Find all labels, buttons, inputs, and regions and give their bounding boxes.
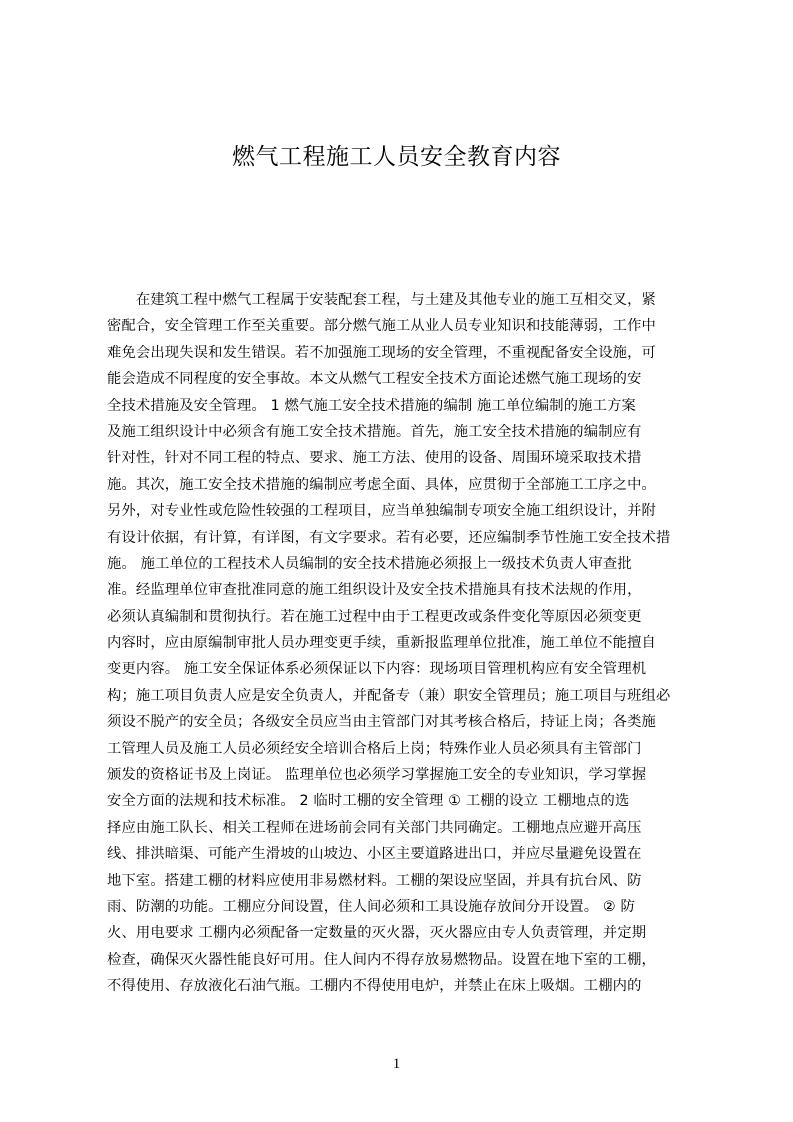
text-line: 难免会出现失误和发生错误。若不加强施工现场的安全管理，不重视配备安全设施，可 — [107, 344, 656, 361]
text-line: 及施工组织设计中必须含有施工安全技术措施。首先，施工安全技术措施的编制应有 — [107, 423, 642, 440]
text-line: 在建筑工程中燃气工程属于安装配套工程，与土建及其他专业的施工互相交叉，紧 — [107, 292, 656, 308]
text-line: 能会造成不同程度的安全事故。本文从燃气工程安全技术方面论述燃气施工现场的安 — [107, 371, 642, 388]
text-line: 线、排洪暗渠、可能产生滑坡的山坡边、小区主要道路进出口，并应尽量避免设置在 — [107, 846, 642, 863]
page-number: 1 — [392, 1056, 401, 1072]
text-line: 必须认真编制和贯彻执行。若在施工过程中由于工程更改或条件变化等原因必须变更 — [107, 608, 642, 625]
text-line: 构；施工项目负责人应是安全负责人，并配备专（兼）职安全管理员；施工项目与班组必 — [107, 687, 671, 704]
text-line: 安全方面的法规和技术标准。 2 临时工棚的安全管理 ① 工棚的设立 工棚地点的选 — [107, 793, 630, 810]
text-line: 针对性，针对不同工程的特点、要求、施工方法、使用的设备、周围环境采取技术措 — [107, 450, 642, 467]
text-line: 施。 施工单位的工程技术人员编制的安全技术措施必须报上一级技术负责人审查批 — [107, 555, 632, 572]
text-line: 内容时，应由原编制审批人员办理变更手续，重新报监理单位批准，施工单位不能擅自 — [107, 635, 656, 652]
text-line: 有设计依据，有计算，有详图，有文字要求。若有必要，还应编制季节性施工安全技术措 — [107, 529, 671, 546]
text-line: 不得使用、存放液化石油气瓶。工棚内不得使用电炉，并禁止在床上吸烟。工棚内的 — [107, 978, 642, 995]
text-line: 另外，对专业性或危险性较强的工程项目，应当单独编制专项安全施工组织设计，并附 — [107, 503, 656, 520]
text-line: 施。其次，施工安全技术措施的编制应考虑全面、具体，应贯彻于全部施工工序之中。 — [107, 476, 656, 493]
text-line: 火、用电要求 工棚内必须配备一定数量的灭火器，灭火器应由专人负责管理，并定期 — [107, 925, 647, 942]
body-paragraph — [107, 287, 703, 1000]
text-line: 密配合，安全管理工作至关重要。部分燃气施工从业人员专业知识和技能薄弱，工作中 — [107, 318, 656, 335]
text-line: 全技术措施及安全管理。 1 燃气施工安全技术措施的编制 施工单位编制的施工方案 — [107, 397, 636, 414]
text-line: 变更内容。 施工安全保证体系必须保证以下内容：现场项目管理机构应有安全管理机 — [107, 661, 647, 678]
text-line: 工管理人员及施工人员必须经安全培训合格后上岗；特殊作业人员必须具有主管部门 — [107, 740, 642, 757]
document-title: 燃气工程施工人员安全教育内容 — [232, 144, 561, 170]
text-line: 颁发的资格证书及上岗证。 监理单位也必须学习掌握施工安全的专业知识，学习掌握 — [107, 767, 647, 784]
text-line: 雨、防潮的功能。工棚应分间设置，住人间必须和工具设施存放间分开设置。 ② 防 — [107, 898, 635, 915]
text-line: 检查，确保灭火器性能良好可用。住人间内不得存放易燃物品。设置在地下室的工棚， — [107, 951, 656, 968]
text-line: 准。经监理单位审查批准同意的施工组织设计及安全技术措施具有技术法规的作用， — [107, 582, 642, 599]
text-line: 择应由施工队长、相关工程师在进场前会同有关部门共同确定。工棚地点应避开高压 — [107, 819, 642, 836]
text-line: 地下室。搭建工棚的材料应使用非易燃材料。工棚的架设应坚固，并具有抗台风、防 — [107, 872, 642, 889]
text-line: 须设不脱产的安全员；各级安全员应当由主管部门对其考核合格后，持证上岗；各类施 — [107, 714, 656, 731]
